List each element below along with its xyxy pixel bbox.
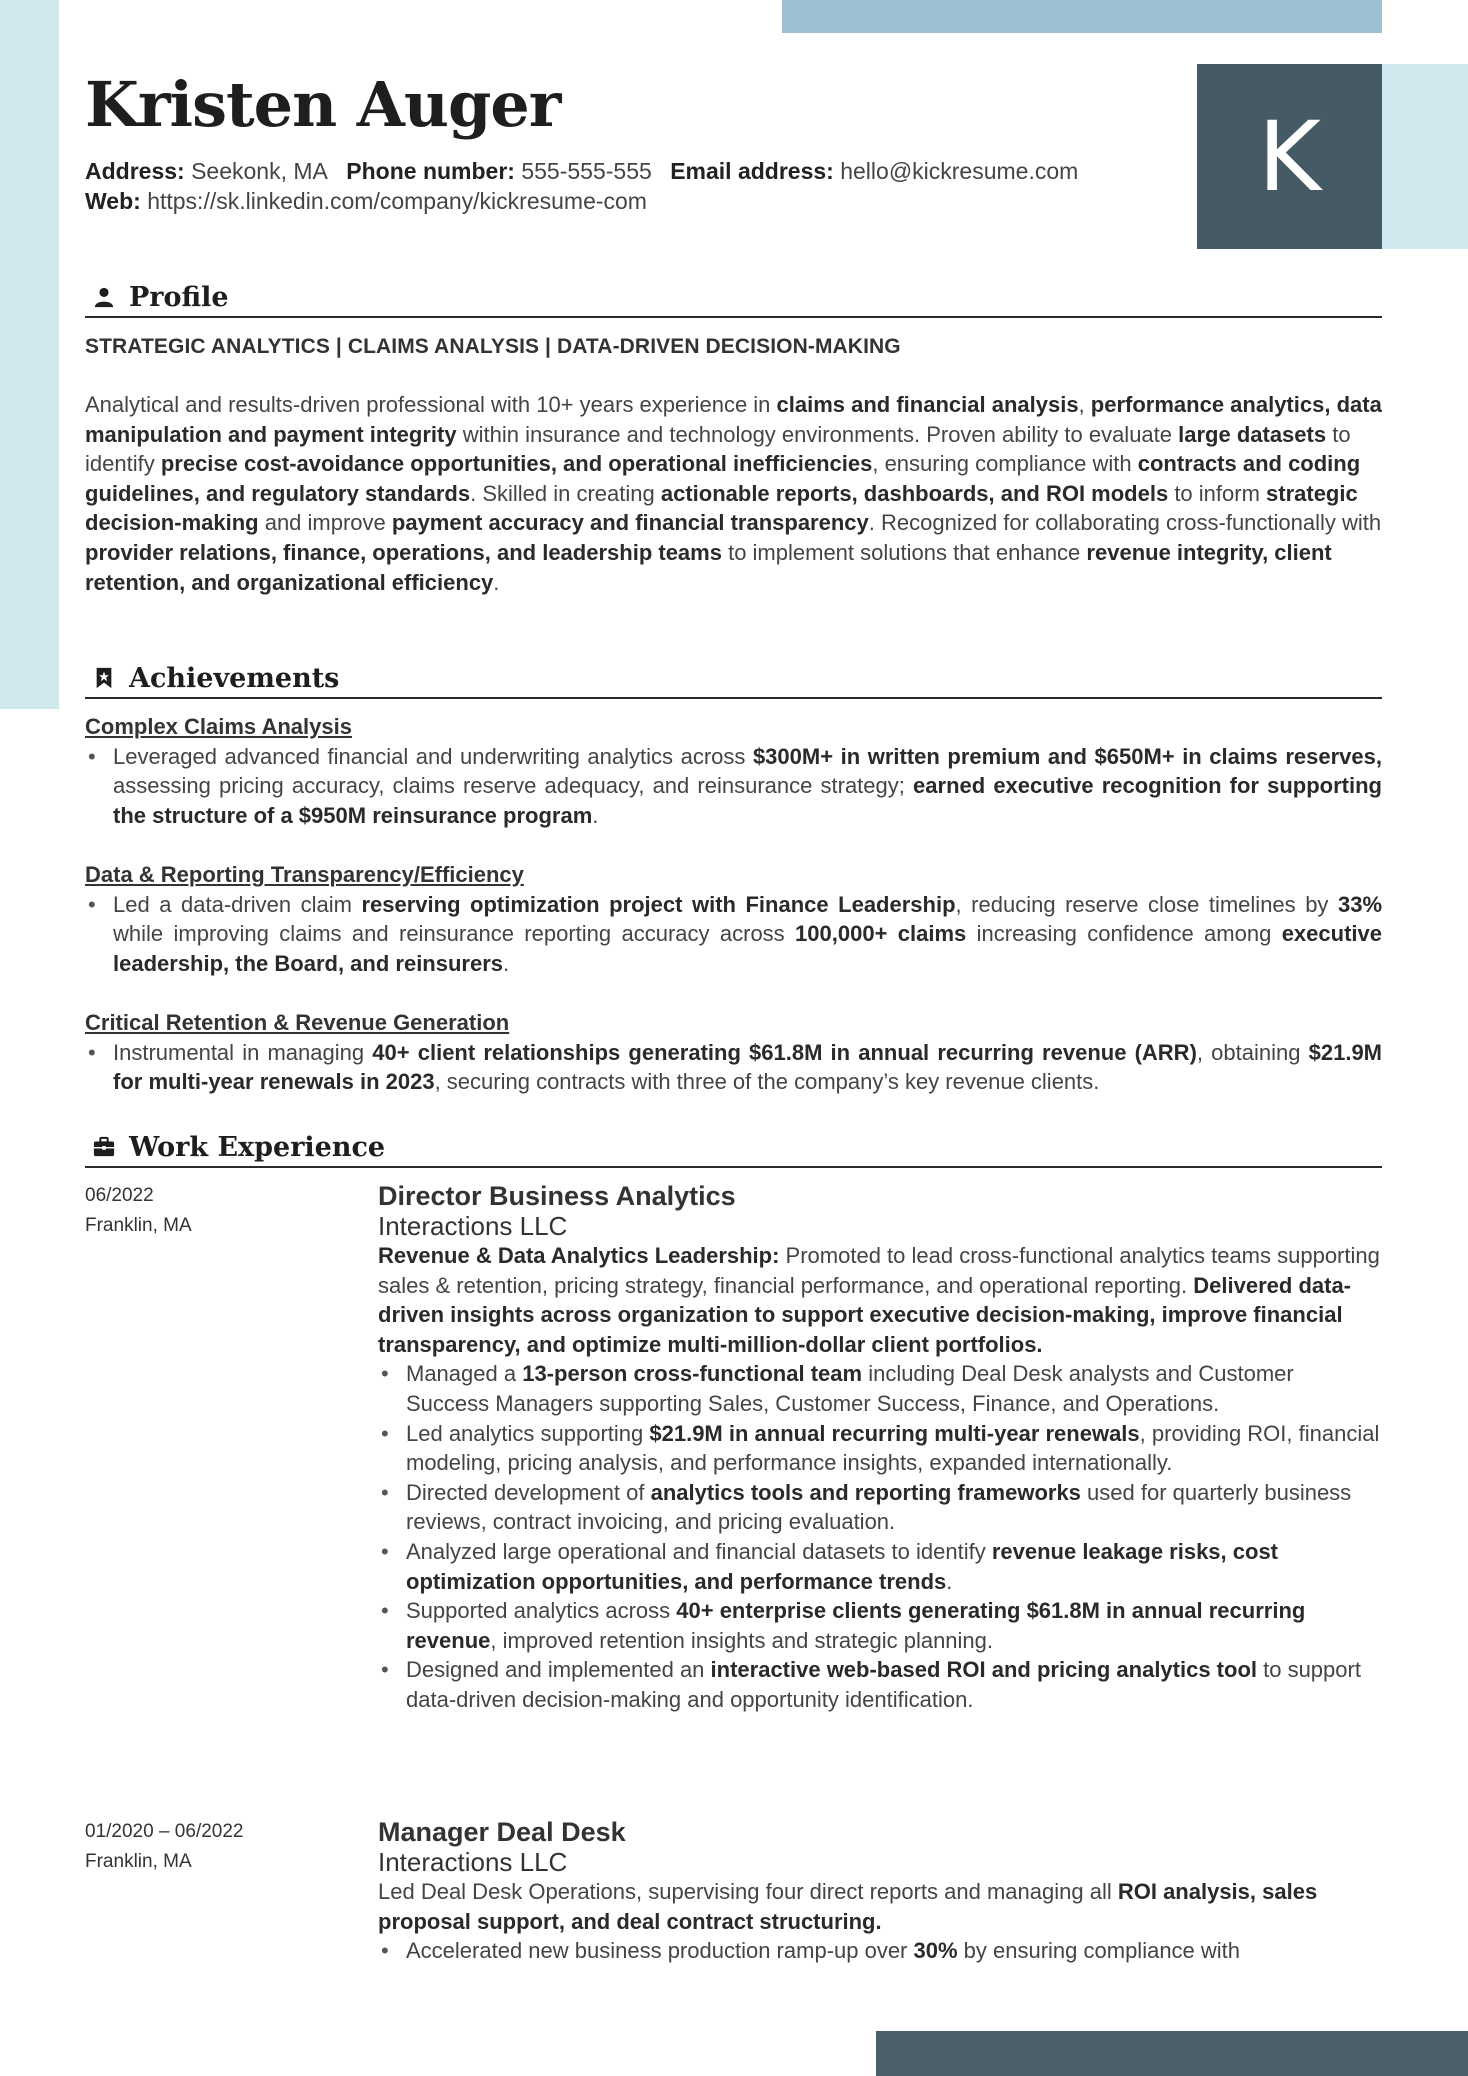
bookmark-star-icon xyxy=(93,667,115,689)
body-text: , obtaining xyxy=(1196,1039,1309,1065)
address-value: Seekonk, MA xyxy=(191,158,328,184)
body-text: assessing pricing accuracy, claims reserve adequacy, and reinsurance strategy; xyxy=(113,773,914,799)
profile-summary xyxy=(85,390,1382,597)
emphasis-text: reserving optimization project with Finance Leadership xyxy=(361,891,956,917)
body-text: while improving claims and reinsurance reporting accuracy across xyxy=(113,921,796,947)
job-location: Franklin, MA xyxy=(85,1851,192,1872)
body-text: to identify xyxy=(85,421,1351,477)
body-text: used for quarterly business reviews, contract invoicing, and pricing evaluation. xyxy=(406,1479,1352,1535)
achievement-bullet: • Leveraged advanced financial and underwriting analytics across $300M+ in written premium and $650M+ in claims reserves, assessing pricing accuracy, claims reserve adequacy, and reinsurance strategy; earned executive recognition for supporting the structure of a $950M reinsurance program. xyxy=(88,743,1382,828)
web-label: Web: xyxy=(85,188,141,214)
address-label: Address: xyxy=(85,158,185,184)
body-text: within insurance and technology environments. Proven ability to evaluate xyxy=(456,421,1179,447)
emphasis-text: 40+ enterprise clients generating $61.8M in annual recurring revenue xyxy=(406,1598,1306,1653)
decor-right-band xyxy=(1382,64,1468,249)
monogram-avatar: K xyxy=(1197,64,1382,249)
emphasis-text: revenue integrity, client retention, and organizational efficiency xyxy=(85,539,1332,595)
job-bullet: • Designed and implemented an interactive web-based ROI and pricing analytics tool to support data-driven decision-making and opportunity identification. xyxy=(381,1657,1361,1712)
emphasis-text: ROI analysis, sales proposal support, and deal contract structuring. xyxy=(378,1879,1318,1934)
body-text: , xyxy=(1078,392,1091,417)
phone-value: 555-555-555 xyxy=(521,158,652,184)
emphasis-text: analytics tools and reporting frameworks xyxy=(650,1479,1081,1505)
body-text: Analyzed large operational and financial datasets to identify xyxy=(406,1538,992,1564)
emphasis-text: large datasets xyxy=(1178,421,1327,447)
emphasis-text: 13-person cross-functional team xyxy=(522,1361,863,1387)
body-text: , ensuring compliance with xyxy=(872,451,1138,477)
job-dates: 06/2022 xyxy=(85,1185,154,1206)
profile-subtitle: STRATEGIC ANALYTICS | CLAIMS ANALYSIS | DATA-DRIVEN DECISION-MAKING xyxy=(85,335,901,358)
email-value[interactable]: hello@kickresume.com xyxy=(840,158,1079,184)
body-text: . xyxy=(946,1568,953,1594)
body-text: by ensuring compliance with xyxy=(957,1938,1241,1964)
emphasis-text: provider relations, finance, operations, and leadership teams xyxy=(85,539,722,565)
email-label: Email address: xyxy=(670,158,834,184)
achievement-item xyxy=(85,1008,1382,1097)
body-text: Designed and implemented an xyxy=(406,1657,711,1683)
achievement-bullet: • Instrumental in managing 40+ client relationships generating $61.8M in annual recurring revenue (ARR), obtaining $21.9M for multi-year renewals in 2023, securing contracts with three of the company’s key revenue clients. xyxy=(88,1039,1383,1095)
job-body xyxy=(378,1817,1382,1966)
emphasis-text: 100,000+ claims xyxy=(795,921,967,947)
body-text: . xyxy=(493,569,500,595)
job-meta xyxy=(85,1817,365,1877)
job-bullet: • Directed development of analytics tools and reporting frameworks used for quarterly business reviews, contract invoicing, and pricing evaluation. xyxy=(381,1479,1352,1535)
emphasis-text: actionable reports, dashboards, and ROI models xyxy=(660,480,1169,506)
emphasis-text: contracts and coding guidelines, and regulatory standards xyxy=(85,451,1361,506)
job-bullet: • Accelerated new business production ramp-up over 30% by ensuring compliance with xyxy=(381,1938,1241,1964)
job-summary xyxy=(378,1241,1382,1359)
emphasis-text: strategic decision-making xyxy=(85,480,1358,536)
achievement-title: Data & Reporting Transparency/Efficiency xyxy=(85,862,524,887)
web-value[interactable]: https://sk.linkedin.com/company/kickresume-com xyxy=(147,188,647,214)
contact-info xyxy=(85,156,1175,216)
body-text: to support data-driven decision-making and opportunity identification. xyxy=(406,1657,1361,1712)
achievement-title: Critical Retention & Revenue Generation xyxy=(85,1010,510,1035)
briefcase-icon xyxy=(93,1136,115,1158)
job-location: Franklin, MA xyxy=(85,1215,192,1236)
emphasis-text: Delivered data-driven insights across organization to support executive decision-making, improve financial transparency, and optimize multi-million-dollar client portfolios. xyxy=(378,1272,1352,1357)
emphasis-text: Revenue & Data Analytics Leadership: xyxy=(378,1243,780,1268)
decor-bottom-band xyxy=(876,2031,1468,2076)
section-title: Achievements xyxy=(129,662,340,694)
body-text: Directed development of xyxy=(406,1479,651,1505)
body-text: Led analytics supporting xyxy=(406,1420,650,1446)
section-achievements-header xyxy=(85,659,1382,699)
achievement-item xyxy=(85,860,1382,978)
emphasis-text: claims and financial analysis xyxy=(776,392,1079,417)
body-text: Led a data-driven claim xyxy=(113,891,362,917)
job-role: Manager Deal Desk xyxy=(378,1817,626,1847)
achievement-bullet: • Led a data-driven claim reserving optimization project with Finance Leadership, reducing reserve close timelines by 33% while improving claims and reinsurance reporting accuracy across 100,000+ claims increasing confidence among executive leadership, the Board, and reinsurers. xyxy=(88,891,1383,976)
resume-header xyxy=(85,64,1382,216)
body-text: Analytical and results-driven professional with 10+ years experience in xyxy=(85,392,777,417)
body-text: Led Deal Desk Operations, supervising four direct reports and managing all xyxy=(378,1879,1118,1904)
section-title: Work Experience xyxy=(129,1131,386,1163)
person-icon xyxy=(93,286,115,308)
job-meta xyxy=(85,1181,365,1241)
job-dates: 01/2020 – 06/2022 xyxy=(85,1821,244,1842)
job-summary xyxy=(378,1877,1382,1936)
emphasis-text: $21.9M for multi-year renewals in 2023 xyxy=(113,1039,1383,1095)
emphasis-text: precise cost-avoidance opportunities, and operational inefficiencies xyxy=(160,451,873,477)
body-text: Accelerated new business production ramp-up over xyxy=(406,1938,914,1964)
section-experience-header xyxy=(85,1128,1382,1168)
body-text: . xyxy=(592,802,599,828)
section-profile-header xyxy=(85,278,1382,318)
body-text: , improved retention insights and strategic planning. xyxy=(490,1627,994,1653)
job-role: Director Business Analytics xyxy=(378,1181,736,1211)
achievement-title: Complex Claims Analysis xyxy=(85,714,352,739)
body-text: including Deal Desk analysts and Customer Success Managers supporting Sales, Customer Success, Finance, and Operations. xyxy=(406,1361,1294,1416)
emphasis-text: earned executive recognition for supporting the structure of a $950M reinsurance program xyxy=(113,773,1382,828)
body-text: increasing confidence among xyxy=(966,921,1282,947)
emphasis-text: $300M+ in written premium and $650M+ in claims reserves, xyxy=(752,743,1382,769)
emphasis-text: 30% xyxy=(913,1938,958,1964)
decor-top-band xyxy=(782,0,1382,33)
emphasis-text: 33% xyxy=(1337,891,1383,917)
emphasis-text: $21.9M in annual recurring multi-year renewals xyxy=(649,1420,1140,1446)
achievement-item xyxy=(85,712,1382,830)
body-text: Managed a xyxy=(406,1361,523,1387)
body-text: and improve xyxy=(258,510,392,536)
job-bullet: • Managed a 13-person cross-functional team including Deal Desk analysts and Customer Success Managers supporting Sales, Customer Success, Finance, and Operations. xyxy=(381,1361,1294,1416)
body-text: , securing contracts with three of the company’s key revenue clients. xyxy=(434,1069,1100,1095)
job-bullet: • Led analytics supporting $21.9M in annual recurring multi-year renewals, providing ROI, financial modeling, pricing analysis, and performance insights, expanded internationally. xyxy=(381,1420,1380,1476)
emphasis-text: performance analytics, data manipulation and payment integrity xyxy=(85,392,1382,447)
body-text: . Skilled in creating xyxy=(470,480,661,506)
emphasis-text: revenue leakage risks, cost optimization opportunities, and performance trends xyxy=(406,1538,1278,1594)
body-text: to implement solutions that enhance xyxy=(721,539,1087,565)
body-text: Supported analytics across xyxy=(406,1598,677,1624)
body-text: Instrumental in managing xyxy=(113,1039,373,1065)
job-company: Interactions LLC xyxy=(378,1847,568,1877)
decor-left-band xyxy=(0,0,59,709)
job-bullet: • Analyzed large operational and financial datasets to identify revenue leakage risks, cost optimization opportunities, and performance trends. xyxy=(381,1538,1278,1594)
job-body xyxy=(378,1181,1382,1715)
emphasis-text: payment accuracy and financial transparency xyxy=(391,510,869,536)
body-text: to inform xyxy=(1168,480,1267,506)
section-title: Profile xyxy=(129,281,229,313)
body-text: Leveraged advanced financial and underwriting analytics across xyxy=(113,743,753,769)
emphasis-text: executive leadership, the Board, and reinsurers xyxy=(113,921,1382,976)
body-text: Promoted to lead cross-functional analytics teams supporting sales & retention, pricing strategy, financial performance, and operational reporting. xyxy=(378,1243,1380,1298)
phone-label: Phone number: xyxy=(346,158,515,184)
emphasis-text: 40+ client relationships generating $61.8M in annual recurring revenue (ARR) xyxy=(372,1039,1197,1065)
body-text: , reducing reserve close timelines by xyxy=(955,891,1338,917)
body-text: , providing ROI, financial modeling, pricing analysis, and performance insights, expanded internationally. xyxy=(406,1420,1380,1476)
job-company: Interactions LLC xyxy=(378,1211,568,1241)
body-text: . Recognized for collaborating cross-functionally with xyxy=(868,510,1382,536)
candidate-name: Kristen Auger xyxy=(85,68,561,141)
job-bullet: • Supported analytics across 40+ enterprise clients generating $61.8M in annual recurring revenue, improved retention insights and strategic planning. xyxy=(381,1598,1306,1653)
body-text: . xyxy=(503,950,510,976)
emphasis-text: interactive web-based ROI and pricing analytics tool xyxy=(710,1657,1257,1683)
